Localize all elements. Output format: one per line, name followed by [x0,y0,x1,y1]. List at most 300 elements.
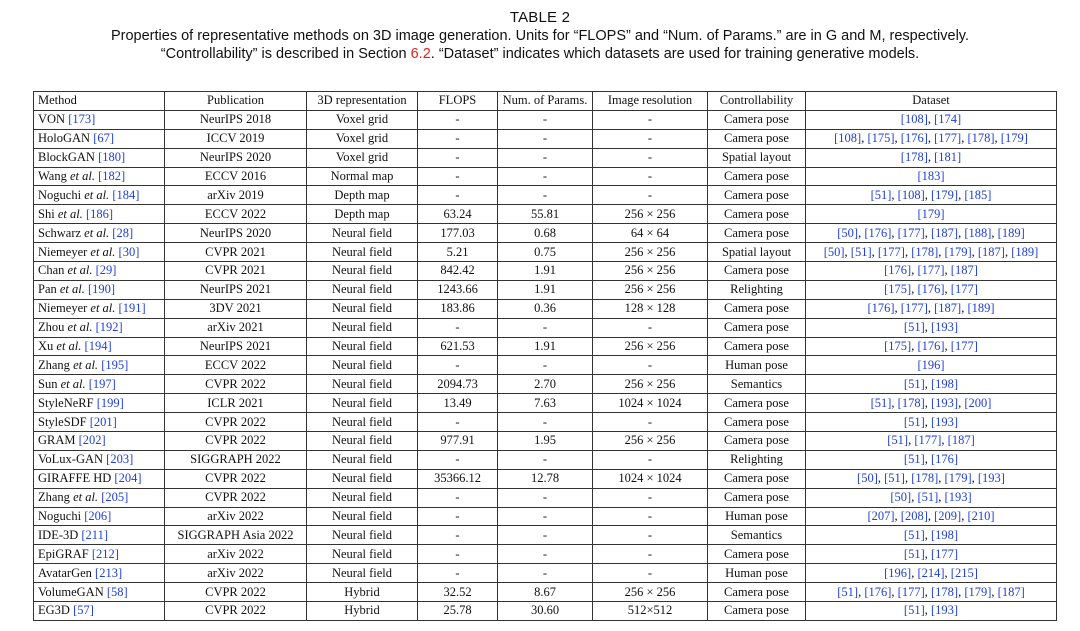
table-row [34,488,1057,507]
dataset-cell [806,243,1057,262]
dataset-citation-link[interactable]: [108] [834,131,862,146]
dataset-separator: , [877,471,885,486]
representation-cell: Neural field [307,299,418,318]
dataset-separator: , [961,509,968,524]
method-name: AvatarGen [38,565,92,580]
citation-link[interactable]: [173] [68,112,96,127]
representation-cell: Neural field [307,413,418,432]
citation-link[interactable]: [182] [98,169,126,183]
citation-link[interactable]: [202] [78,433,106,448]
dataset-citation-link[interactable]: [198] [931,527,959,542]
dataset-citation-link[interactable]: [176] [931,452,959,467]
dataset-separator: , [924,452,931,467]
publication-cell: ECCV 2022 [165,356,307,375]
dataset-citation-link[interactable]: [51] [884,471,905,486]
section-ref-link[interactable]: 6.2 [410,46,431,62]
dataset-citation-link[interactable]: [179] [944,244,972,259]
dataset-citation-link[interactable]: [178] [931,584,959,599]
table-row [34,167,1057,186]
dataset-cell [806,526,1057,545]
representation-cell: Hybrid [307,602,418,621]
method-name: Xu [38,339,54,354]
publication-cell: SIGGRAPH 2022 [165,450,307,469]
method-cell [34,564,165,583]
dataset-separator: , [944,565,951,580]
method-cell [34,262,165,281]
params-cell: 7.63 [498,394,593,413]
method-name: Noguchi [38,509,82,524]
dataset-cell [806,148,1057,167]
dataset-citation-link[interactable]: [208] [900,509,928,524]
dataset-cell [806,110,1057,129]
publication-cell: NeurIPS 2018 [165,110,307,129]
params-cell: - [498,526,593,545]
et-al-text: et al. [67,320,93,335]
table-row [34,375,1057,394]
dataset-citation-link[interactable]: [176] [917,339,945,354]
publication-cell: NeurIPS 2020 [165,224,307,243]
dataset-cell [806,602,1057,621]
representation-cell: Neural field [307,564,418,583]
method-cell [34,488,165,507]
citation-link[interactable]: [194] [84,339,112,354]
dataset-citation-link[interactable]: [177] [897,225,925,240]
dataset-citation-link[interactable]: [175] [884,282,912,297]
citation-link[interactable]: [212] [91,546,119,561]
representation-cell: Depth map [307,205,418,224]
table-row [34,545,1057,564]
dataset-citation-link[interactable]: [187] [947,433,975,448]
method-cell [34,205,165,224]
publication-cell: CVPR 2022 [165,375,307,394]
representation-cell: Neural field [307,356,418,375]
resolution-cell: - [593,356,708,375]
method-name: VON [38,112,66,127]
flops-cell: 183.86 [418,299,498,318]
dataset-citation-link[interactable]: [214] [917,565,945,580]
citation-link[interactable]: [205] [101,490,129,505]
citation-link[interactable]: [204] [114,471,142,486]
controllability-cell: Spatial layout [708,243,806,262]
dataset-separator: , [891,395,898,410]
citation-link[interactable]: [58] [106,584,128,599]
dataset-citation-link[interactable]: [209] [934,509,962,524]
dataset-citation-link[interactable]: [51] [903,527,925,542]
citation-link[interactable]: [213] [95,565,123,580]
publication-cell: NeurIPS 2020 [165,148,307,167]
dataset-citation-link[interactable]: [108] [900,112,928,127]
resolution-cell: - [593,148,708,167]
dataset-citation-link[interactable]: [175] [867,131,895,146]
et-al-text: et al. [67,263,93,278]
method-cell [34,224,165,243]
publication-cell: CVPR 2021 [165,243,307,262]
table-row [34,432,1057,451]
resolution-cell: - [593,167,708,186]
et-al-text: et al. [69,169,95,183]
dataset-separator: , [924,603,931,618]
dataset-citation-link[interactable]: [187] [950,263,978,278]
resolution-cell: 256 × 256 [593,280,708,299]
dataset-citation-link[interactable]: [196] [917,357,945,372]
publication-cell: arXiv 2022 [165,507,307,526]
dataset-separator: , [961,131,968,146]
dataset-citation-link[interactable]: [177] [900,301,928,316]
dataset-separator: , [927,112,935,127]
params-cell: - [498,488,593,507]
representation-cell: Neural field [307,450,418,469]
et-al-text: et al. [60,376,86,391]
dataset-citation-link[interactable]: [51] [850,244,872,259]
dataset-separator: , [904,244,912,259]
table-row [34,262,1057,281]
dataset-separator: , [958,584,965,599]
resolution-cell: - [593,186,708,205]
flops-cell: 621.53 [418,337,498,356]
dataset-citation-link[interactable]: [200] [964,395,992,410]
et-al-text: et al. [56,339,82,354]
dataset-separator: , [944,282,951,297]
resolution-cell: - [593,564,708,583]
publication-cell: ICCV 2019 [165,129,307,148]
flops-cell: - [418,148,498,167]
citation-link[interactable]: [180] [98,150,126,165]
dataset-citation-link[interactable]: [177] [931,546,959,561]
flops-cell: - [418,488,498,507]
dataset-separator: , [924,584,931,599]
dataset-citation-link[interactable]: [177] [914,433,942,448]
caption-line-2 [0,45,1080,63]
dataset-citation-link[interactable]: [179] [1000,131,1028,146]
dataset-citation-link[interactable]: [51] [887,433,909,448]
dataset-separator: , [927,301,935,316]
publication-cell: CVPR 2022 [165,583,307,602]
resolution-cell: - [593,110,708,129]
citation-link[interactable]: [28] [112,225,134,240]
params-cell: 1.91 [498,280,593,299]
citation-link[interactable]: [199] [96,395,124,410]
table-row [34,129,1057,148]
dataset-citation-link[interactable]: [187] [934,301,962,316]
dataset-citation-link[interactable]: [178] [911,244,939,259]
properties-table [33,91,1057,621]
dataset-cell [806,394,1057,413]
controllability-cell: Relighting [708,280,806,299]
dataset-citation-link[interactable]: [51] [870,187,892,202]
citation-link[interactable]: [184] [112,187,140,202]
dataset-citation-link[interactable]: [177] [917,263,945,278]
dataset-citation-link[interactable]: [193] [944,490,972,505]
method-cell [34,507,165,526]
dataset-citation-link[interactable]: [178] [900,150,928,165]
publication-cell: arXiv 2022 [165,545,307,564]
method-name: VolumeGAN [38,584,104,599]
flops-cell: 2094.73 [418,375,498,394]
method-name: Sun [38,376,58,391]
method-name: Noguchi [38,187,82,202]
flops-cell: - [418,545,498,564]
dataset-citation-link[interactable]: [187] [997,584,1025,599]
representation-cell: Neural field [307,224,418,243]
citation-link[interactable]: [191] [118,301,146,316]
flops-cell: 13.49 [418,394,498,413]
citation-link[interactable]: [206] [84,509,112,524]
dataset-citation-link[interactable]: [189] [1011,244,1039,259]
controllability-cell: Camera pose [708,583,806,602]
dataset-citation-link[interactable]: [51] [903,376,925,391]
controllability-cell: Camera pose [708,413,806,432]
dataset-citation-link[interactable]: [179] [944,471,972,486]
citation-link[interactable]: [203] [106,452,134,467]
dataset-citation-link[interactable]: [193] [931,603,959,618]
dataset-cell [806,299,1057,318]
dataset-citation-link[interactable]: [189] [997,225,1025,240]
publication-cell: CVPR 2021 [165,262,307,281]
method-cell [34,394,165,413]
flops-cell: - [418,186,498,205]
dataset-citation-link[interactable]: [181] [934,150,962,165]
representation-cell: Neural field [307,318,418,337]
flops-cell: - [418,450,498,469]
dataset-citation-link[interactable]: [207] [867,509,895,524]
dataset-citation-link[interactable]: [50] [890,490,912,505]
params-cell: - [498,507,593,526]
dataset-citation-link[interactable]: [51] [837,584,859,599]
dataset-citation-link[interactable]: [50] [837,225,859,240]
dataset-citation-link[interactable]: [177] [877,244,905,259]
dataset-separator: , [924,225,931,240]
dataset-citation-link[interactable]: [177] [934,131,962,146]
dataset-citation-link[interactable]: [177] [950,339,978,354]
table-row [34,280,1057,299]
header-dataset: Dataset [806,92,1057,111]
dataset-citation-link[interactable]: [178] [911,471,939,486]
dataset-separator: , [958,225,965,240]
method-name: EG3D [38,603,70,618]
header-image-resolution: Image resolution [593,92,708,111]
dataset-cell [806,337,1057,356]
citation-link[interactable]: [190] [88,282,116,297]
dataset-citation-link[interactable]: [176] [867,301,895,316]
dataset-separator: , [891,584,898,599]
controllability-cell: Camera pose [708,299,806,318]
dataset-citation-link[interactable]: [179] [917,206,945,221]
citation-link[interactable]: [197] [88,376,116,391]
dataset-citation-link[interactable]: [51] [917,490,939,505]
controllability-cell: Spatial layout [708,148,806,167]
representation-cell: Neural field [307,262,418,281]
citation-link[interactable]: [211] [81,527,109,542]
method-cell [34,110,165,129]
dataset-citation-link[interactable]: [176] [884,263,912,278]
citation-link[interactable]: [195] [101,357,129,372]
dataset-citation-link[interactable]: [51] [903,452,925,467]
params-cell: 0.68 [498,224,593,243]
params-cell: 1.91 [498,337,593,356]
resolution-cell: 256 × 256 [593,375,708,394]
controllability-cell: Camera pose [708,602,806,621]
dataset-citation-link[interactable]: [187] [977,244,1005,259]
method-name: GRAM [38,433,76,448]
dataset-citation-link[interactable]: [193] [931,320,959,335]
representation-cell: Hybrid [307,583,418,602]
dataset-citation-link[interactable]: [178] [897,395,925,410]
dataset-cell [806,262,1057,281]
flops-cell: - [418,526,498,545]
citation-link[interactable]: [29] [95,263,117,278]
table-row [34,413,1057,432]
dataset-citation-link[interactable]: [193] [931,395,959,410]
dataset-separator: , [924,376,931,391]
method-cell [34,432,165,451]
dataset-citation-link[interactable]: [177] [897,584,925,599]
header-flops: FLOPS [418,92,498,111]
dataset-separator: , [891,225,898,240]
dataset-citation-link[interactable]: [179] [964,584,992,599]
params-cell: - [498,129,593,148]
citation-link[interactable]: [67] [93,131,115,146]
controllability-cell: Human pose [708,507,806,526]
resolution-cell: 256 × 256 [593,205,708,224]
et-al-text: et al. [84,225,110,240]
dataset-separator: , [924,187,931,202]
citation-link[interactable]: [186] [85,206,114,221]
controllability-cell: Camera pose [708,110,806,129]
dataset-citation-link[interactable]: [176] [864,225,892,240]
dataset-separator: , [958,395,965,410]
controllability-cell: Camera pose [708,205,806,224]
method-cell [34,280,165,299]
dataset-citation-link[interactable]: [198] [931,376,959,391]
table-row [34,243,1057,262]
dataset-citation-link[interactable]: [51] [903,603,925,618]
resolution-cell: 256 × 256 [593,262,708,281]
dataset-citation-link[interactable]: [183] [917,169,945,183]
resolution-cell: - [593,526,708,545]
controllability-cell: Human pose [708,564,806,583]
dataset-citation-link[interactable]: [176] [864,584,892,599]
params-cell: 1.95 [498,432,593,451]
citation-link[interactable]: [30] [118,244,140,259]
dataset-citation-link[interactable]: [176] [917,282,945,297]
dataset-separator: , [991,225,998,240]
dataset-separator: , [911,263,918,278]
controllability-cell: Semantics [708,526,806,545]
method-cell [34,583,165,602]
dataset-separator: , [911,490,918,505]
dataset-citation-link[interactable]: [50] [857,471,878,486]
dataset-citation-link[interactable]: [176] [900,131,928,146]
citation-link[interactable]: [192] [95,320,123,335]
dataset-separator: , [911,339,918,354]
dataset-citation-link[interactable]: [174] [934,112,962,127]
dataset-cell [806,224,1057,243]
header-method: Method [34,92,165,111]
resolution-cell: 256 × 256 [593,432,708,451]
table-row [34,602,1057,621]
dataset-citation-link[interactable]: [189] [967,301,995,316]
representation-cell: Neural field [307,526,418,545]
dataset-separator: , [924,395,931,410]
dataset-cell [806,280,1057,299]
dataset-citation-link[interactable]: [51] [870,395,892,410]
dataset-separator: , [938,490,945,505]
citation-link[interactable]: [57] [73,603,94,618]
dataset-citation-link[interactable]: [175] [884,339,912,354]
dataset-cell [806,507,1057,526]
params-cell: - [498,413,593,432]
citation-link[interactable]: [201] [89,414,117,429]
params-cell: - [498,450,593,469]
header-row [34,92,1057,111]
table-caption [0,8,1080,63]
dataset-citation-link[interactable]: [108] [897,187,925,202]
dataset-citation-link[interactable]: [196] [884,565,912,580]
dataset-citation-link[interactable]: [210] [967,509,995,524]
params-cell: 0.36 [498,299,593,318]
controllability-cell: Camera pose [708,432,806,451]
method-cell [34,337,165,356]
params-cell: 0.75 [498,243,593,262]
dataset-citation-link[interactable]: [188] [964,225,992,240]
flops-cell: - [418,129,498,148]
table-row [34,526,1057,545]
publication-cell: NeurIPS 2021 [165,337,307,356]
dataset-citation-link[interactable]: [177] [950,282,978,297]
resolution-cell: 1024 × 1024 [593,469,708,488]
dataset-separator: , [971,244,978,259]
et-al-text: et al. [90,244,116,259]
controllability-cell: Camera pose [708,545,806,564]
dataset-citation-link[interactable]: [51] [903,546,925,561]
flops-cell: - [418,413,498,432]
resolution-cell: 256 × 256 [593,583,708,602]
controllability-cell: Camera pose [708,186,806,205]
dataset-citation-link[interactable]: [51] [903,320,925,335]
table-row [34,469,1057,488]
dataset-citation-link[interactable]: [50] [823,244,845,259]
method-name: StyleNeRF [38,395,94,410]
flops-cell: 25.78 [418,602,498,621]
dataset-citation-link[interactable]: [178] [967,131,995,146]
dataset-citation-link[interactable]: [179] [931,187,959,202]
table-row [34,299,1057,318]
dataset-separator: , [944,339,951,354]
dataset-citation-link[interactable]: [215] [950,565,978,580]
dataset-citation-link[interactable]: [193] [977,471,1005,486]
dataset-cell [806,205,1057,224]
dataset-citation-link[interactable]: [193] [931,414,959,429]
resolution-cell: 128 × 128 [593,299,708,318]
resolution-cell: 512×512 [593,602,708,621]
dataset-separator: , [908,433,915,448]
controllability-cell: Human pose [708,356,806,375]
dataset-separator: , [938,244,945,259]
dataset-citation-link[interactable]: [185] [964,187,992,202]
table-row [34,394,1057,413]
dataset-citation-link[interactable]: [187] [931,225,959,240]
method-name: VoLux-GAN [38,452,104,467]
table-row [34,110,1057,129]
publication-cell: arXiv 2022 [165,564,307,583]
controllability-cell: Camera pose [708,262,806,281]
controllability-cell: Semantics [708,375,806,394]
method-cell [34,545,165,564]
dataset-citation-link[interactable]: [51] [903,414,925,429]
method-cell [34,356,165,375]
publication-cell: NeurIPS 2021 [165,280,307,299]
dataset-cell [806,129,1057,148]
